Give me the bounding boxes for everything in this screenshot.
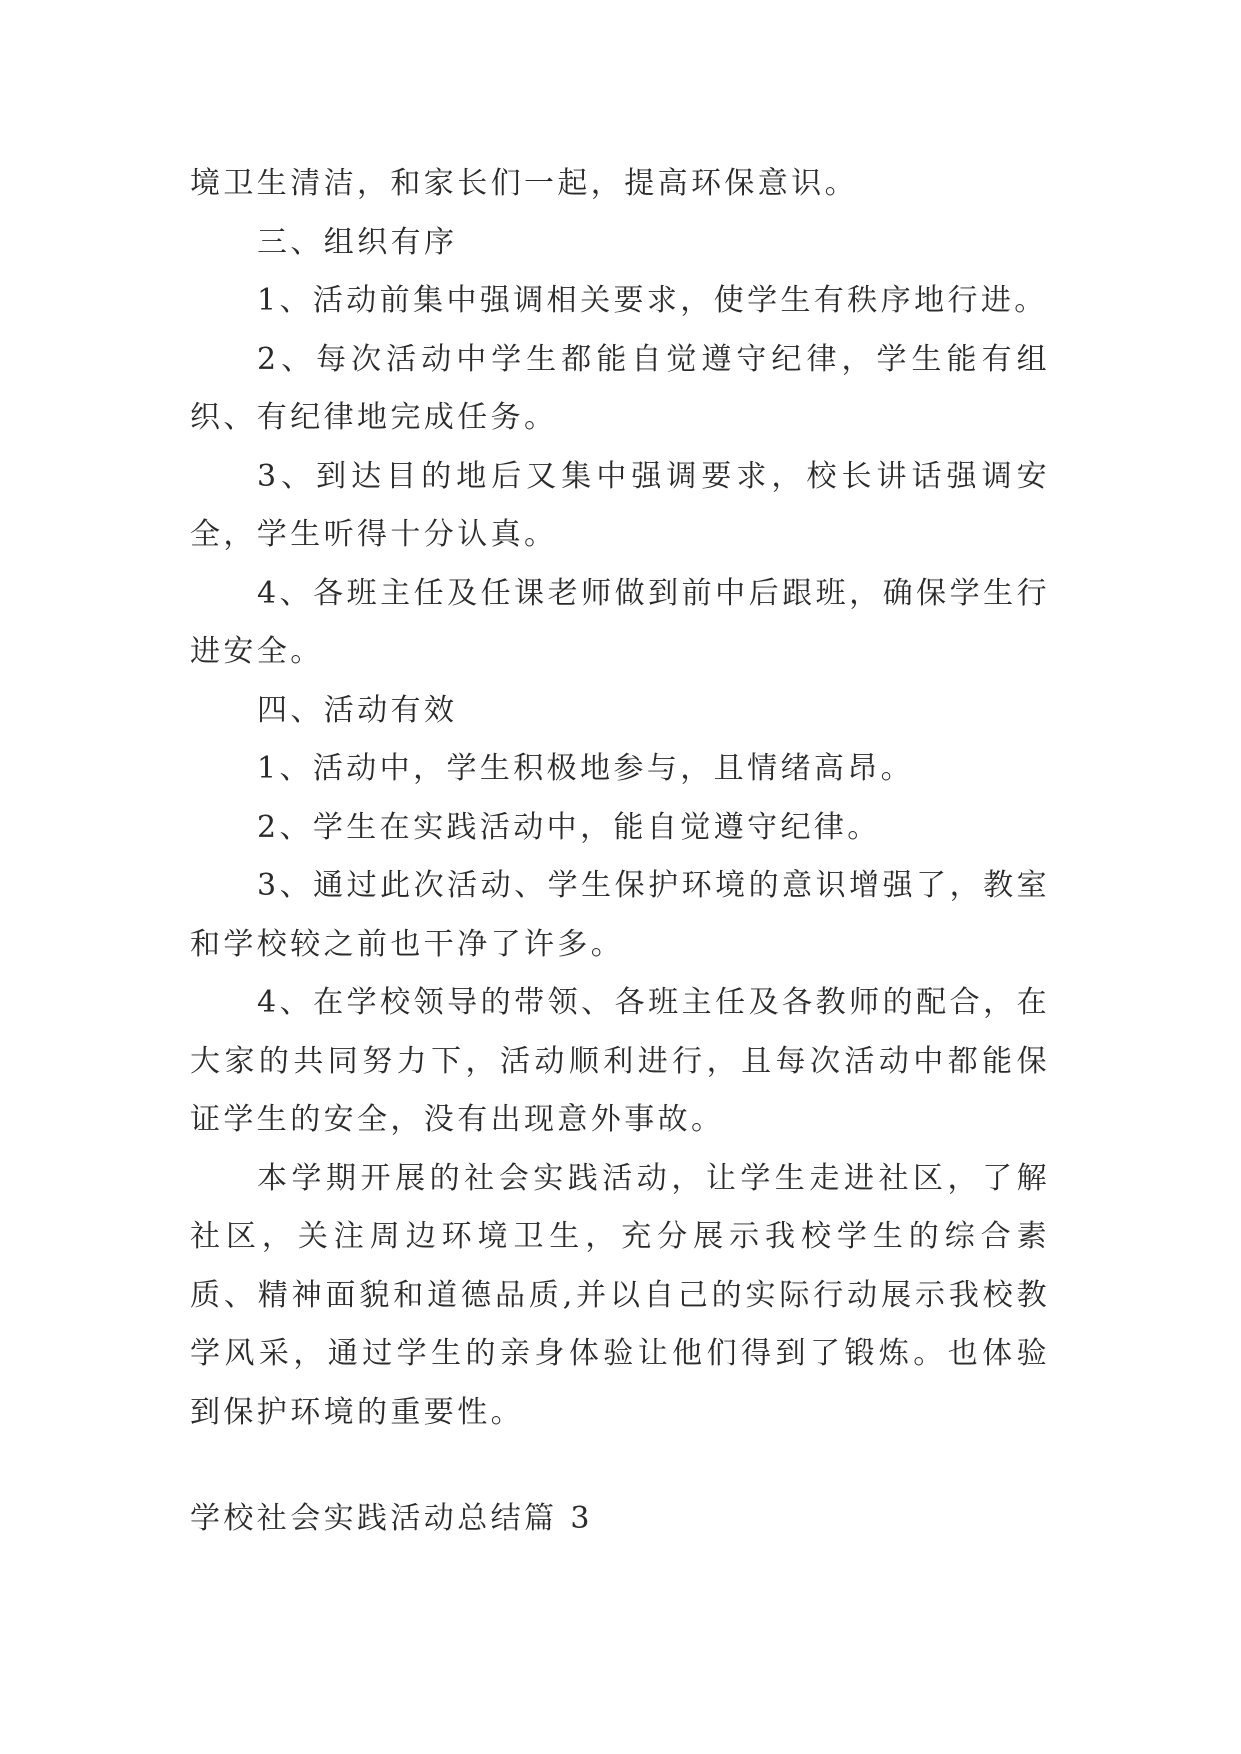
paragraph-summary: 本学期开展的社会实践活动，让学生走进社区，了解社区，关注周边环境卫生，充分展示我校学生的综合素质、精神面貌和道德品质,并以自己的实际行动展示我校教学风采，通过学生的亲身体验让他们得到了锻炼。也体验到保护环境的重要性。 bbox=[190, 1160, 1050, 1430]
paragraph-5: 3、到达目的地后又集中强调要求，校长讲话强调安全，学生听得十分认真。 bbox=[190, 458, 1050, 552]
paragraph-8: 1、活动中，学生积极地参与，且情绪高昂。 bbox=[257, 751, 915, 786]
paragraph-1: 境卫生清洁，和家长们一起，提高环保意识。 bbox=[190, 166, 858, 201]
document-body bbox=[190, 155, 1050, 1442]
paragraph-11: 4、在学校领导的带领、各班主任及各教师的配合，在大家的共同努力下，活动顺利进行，且每次活动中都能保证学生的安全，没有出现意外事故。 bbox=[190, 985, 1050, 1137]
paragraph-9: 2、学生在实践活动中，能自觉遵守纪律。 bbox=[257, 809, 881, 845]
paragraph-6: 4、各班主任及任课老师做到前中后跟班，确保学生行进安全。 bbox=[190, 575, 1050, 669]
heading-effective: 四、活动有效 bbox=[257, 692, 458, 728]
paragraph-10: 3、通过此次活动、学生保护环境的意识增强了，教室和学校较之前也干净了许多。 bbox=[190, 868, 1050, 962]
paragraph-3: 1、活动前集中强调相关要求，使学生有秩序地行进。 bbox=[257, 283, 1048, 318]
heading-organized: 三、组织有序 bbox=[257, 224, 458, 260]
section-title: 学校社会实践活动总结篇 3 bbox=[190, 1501, 593, 1536]
paragraph-4: 2、每次活动中学生都能自觉遵守纪律，学生能有组织、有纪律地完成任务。 bbox=[190, 341, 1050, 435]
